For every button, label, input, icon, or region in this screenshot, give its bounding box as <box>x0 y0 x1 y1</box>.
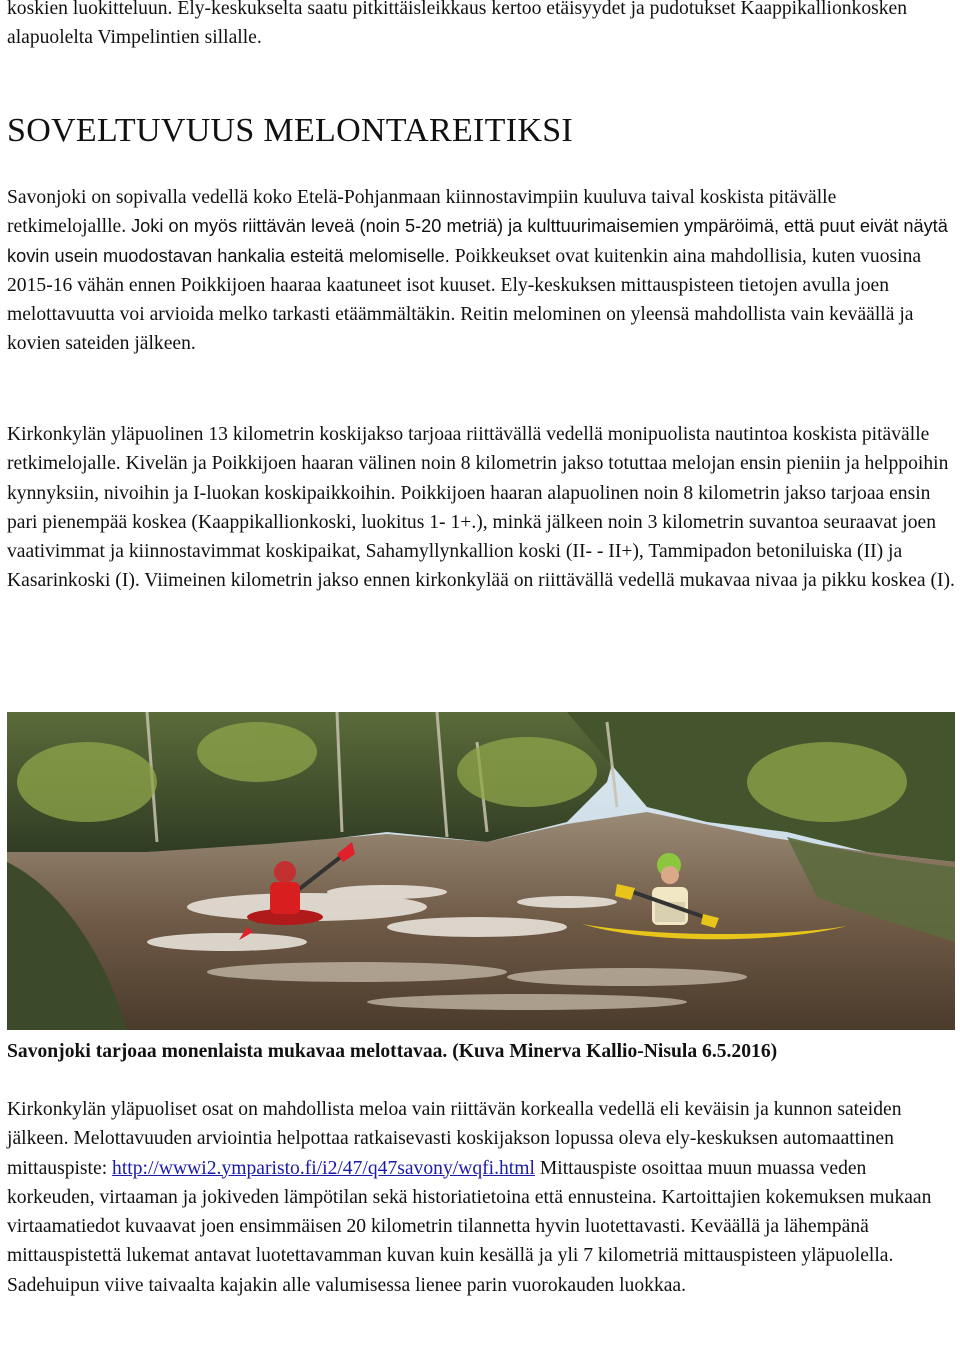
paragraph-suitability-part1: Savonjoki on sopivalla vedellä koko Etelä-Pohjanmaan kiinnostavimpiin kuuluva taival koskista pitävälle retkimelojallle. <box>7 187 837 238</box>
paragraph-monitoring-after-link: Mittauspiste osoittaa muun muassa veden korkeuden, virtaaman ja jokiveden lämpötilan sekä historiatietoina että ennusteina. Kartoittajien kokemuksen mukaan virtaamatiedot kuvaavat joen ensimmäisen 20 kilometrin tilannetta hyvin luotettavasti. Keväällä ja lähempänä mittauspistettä lukemat antavat luotettavamman kuvan kuin kesällä ja yli 7 kilometriä mittauspisteen yläpuolella. Sadehuipun viive taivaalta kajakin alle valumisessa lienee parin vuorokauden luokkaa. <box>7 1157 932 1296</box>
paragraph-suitability-part3: Poikkeukset ovat kuitenkin aina mahdollisia, kuten vuosina 2015-16 vähän ennen Poikkijoen haaraa kaatuneet isot kuuset. Ely-keskuksen mittauspisteen tietojen avulla joen melottavuutta voi arvioida melko tarkasti etäämmältäkin. Reitin melominen on yleensä mahdollista vain keväällä ja kovien sateiden jälkeen. <box>7 245 922 355</box>
kayakers-photo <box>7 712 955 1030</box>
paragraph-monitoring-before-link: Kirkonkylän yläpuoliset osat on mahdollista meloa vain riittävän korkealla vedellä eli keväisin ja kunnon sateiden jälkeen. Melottavuuden arviointia helpottaa ratkaisevasti koskijakson lopussa oleva ely-keskuksen automaattinen mittauspiste: <box>7 1099 902 1179</box>
paragraph-suitability-part2: Joki on myös riittävän leveä (noin 5-20 metriä) ja kulttuurimaisemien ympäröimä, että puut eivät näytä kovin usein muodostavan hankalia esteitä melomiselle. <box>7 216 948 266</box>
paragraph-suitability <box>7 183 955 359</box>
photo-caption: Savonjoki tarjoaa monenlaista mukavaa melottavaa. (Kuva Minerva Kallio-Nisula 6.5.2016) <box>7 1041 778 1062</box>
paragraph-monitoring <box>7 1095 955 1300</box>
paragraph-rapids: Kirkonkylän yläpuolinen 13 kilometrin koskijakso tarjoaa riittävällä vedellä monipuolista nautintoa koskista pitävälle retkimelojalle. Kivelän ja Poikkijoen haaran välinen noin 8 kilometrin jakso totuttaa melojan ensin pieniin ja helppoihin kynnyksiin, nivoihin ja I-luokan koskipaikkoihin. Poikkijoen haaran alapuolinen noin 8 kilometrin jakso tarjoaa ensin pari pienempää koskea (Kaappikallionkoski, luokitus 1- 1+.), minkä jälkeen noin 3 kilometrin suvantoa seuraavat joen vaativimmat ja kiinnostavimmat koskipaikat, Sahamyllynkallion koski (II- - II+), Tammipadon betoniluiska (II) ja Kasarinkoski (I). Viimeinen kilometrin jakso ennen kirkonkylää on riittävällä vedellä mukavaa nivaa ja pikku koskea (I). <box>7 424 955 592</box>
monitoring-station-link[interactable]: http://wwwi2.ymparisto.fi/i2/47/q47savony/wqfi.html <box>112 1157 535 1179</box>
intro-paragraph: koskien luokitteluun. Ely-keskukselta saatu pitkittäisleikkaus kertoo etäisyydet ja pudotukset Kaappikallionkosken alapuolelta Vimpelintien sillalle. <box>7 0 908 49</box>
section-heading: SOVELTUVUUS MELONTAREITIKSI <box>7 112 574 149</box>
